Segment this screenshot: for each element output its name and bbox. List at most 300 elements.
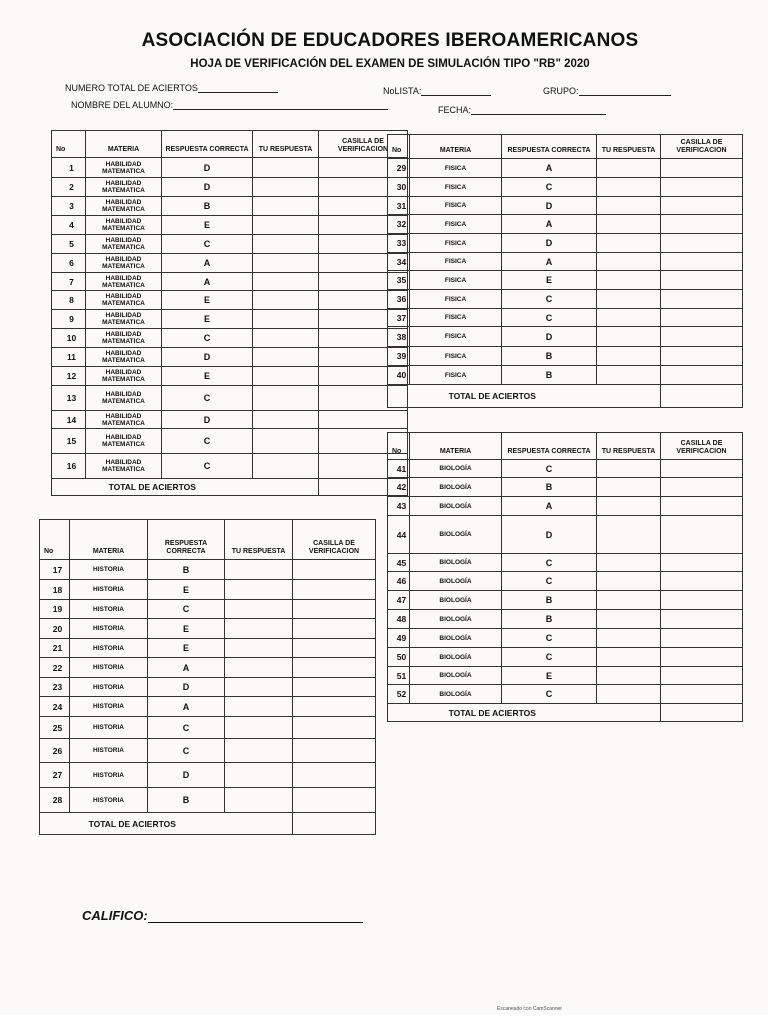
verification-cell[interactable] [661,610,743,629]
your-answer-cell[interactable] [225,658,293,678]
correct-answer: C [502,685,597,704]
correct-answer: A [148,658,225,678]
subject-cell: HABILIDAD MATEMATICA [86,429,162,454]
historia-table [39,519,376,835]
subject-cell: BIOLOGÍA [410,648,502,667]
correct-answer: D [502,197,597,215]
question-number: 48 [388,610,410,629]
verification-cell[interactable] [661,290,743,309]
subject-cell: HABILIDAD MATEMATICA [86,235,162,254]
fisica-table [387,134,743,408]
correct-answer: E [502,667,597,685]
question-row [388,591,743,610]
question-row [52,216,408,235]
your-answer-cell[interactable] [597,648,661,667]
question-number: 24 [40,697,70,717]
total-spacer [225,813,293,835]
question-row [40,639,376,658]
col-respuesta-header: RESPUESTA CORRECTA [162,131,253,158]
correct-answer: C [502,290,597,309]
verification-cell[interactable] [661,478,743,497]
total-spacer [253,479,319,496]
your-answer-cell[interactable] [225,697,293,717]
question-row [52,254,408,273]
col-casilla-header: CASILLA DE VERIFICACION [661,135,743,159]
question-row [388,178,743,197]
biologia-table [387,432,743,722]
your-answer-cell[interactable] [253,216,319,235]
question-row [388,497,743,516]
question-row [52,386,408,411]
question-number: 5 [52,235,86,254]
correct-answer: C [502,554,597,572]
question-number: 16 [52,454,86,479]
question-number: 50 [388,648,410,667]
verification-cell[interactable] [661,347,743,366]
question-number: 34 [388,253,410,271]
your-answer-cell[interactable] [253,386,319,411]
verification-cell[interactable] [293,788,376,813]
question-number: 42 [388,478,410,497]
question-row [40,580,376,600]
your-answer-cell[interactable] [225,580,293,600]
col-no-header: No [388,433,410,460]
header-row [52,131,408,158]
question-number: 12 [52,367,86,386]
question-number: 15 [52,429,86,454]
question-row [52,367,408,386]
question-row [388,685,743,704]
question-number: 32 [388,215,410,234]
your-answer-cell[interactable] [597,685,661,704]
subject-cell: HISTORIA [70,658,148,678]
verification-cell[interactable] [661,516,743,554]
correct-answer: D [502,327,597,347]
question-row [40,739,376,763]
your-answer-cell[interactable] [597,572,661,591]
califico-blank[interactable] [148,910,363,923]
alumno-field [71,100,388,110]
question-number: 51 [388,667,410,685]
your-answer-cell[interactable] [225,678,293,697]
question-number: 30 [388,178,410,197]
question-number: 29 [388,159,410,178]
col-no-header: No [52,131,86,158]
correct-answer: D [162,178,253,197]
correct-answer: C [162,235,253,254]
verification-cell[interactable] [661,159,743,178]
total-aciertos-label: NUMERO TOTAL DE ACIERTOS [65,83,198,93]
verification-cell[interactable] [293,619,376,639]
your-answer-cell[interactable] [253,254,319,273]
total-aciertos-label: TOTAL DE ACIERTOS [388,385,597,408]
subject-cell: HABILIDAD MATEMATICA [86,386,162,411]
your-answer-cell[interactable] [597,497,661,516]
question-row [52,235,408,254]
question-row [52,329,408,348]
question-row [40,717,376,739]
col-no-header: No [40,520,70,560]
question-row [40,763,376,788]
califico-label: CALIFICO: [82,908,148,923]
subject-cell: BIOLOGÍA [410,554,502,572]
question-row [388,572,743,591]
verification-cell[interactable] [293,600,376,619]
correct-answer: D [162,158,253,178]
nolista-blank[interactable] [421,86,491,96]
your-answer-cell[interactable] [597,516,661,554]
your-answer-cell[interactable] [597,159,661,178]
your-answer-cell[interactable] [253,310,319,329]
question-number: 31 [388,197,410,215]
subject-cell: HISTORIA [70,560,148,580]
question-number: 9 [52,310,86,329]
subject-cell: FISICA [410,253,502,271]
verification-cell[interactable] [661,197,743,215]
your-answer-cell[interactable] [597,460,661,478]
your-answer-cell[interactable] [597,478,661,497]
correct-answer: B [502,478,597,497]
correct-answer: C [502,648,597,667]
verification-cell[interactable] [661,178,743,197]
page-title: ASOCIACIÓN DE EDUCADORES IBEROAMERICANOS [141,30,639,51]
subject-cell: HABILIDAD MATEMATICA [86,178,162,197]
question-row [52,273,408,291]
your-answer-cell[interactable] [225,639,293,658]
subject-cell: HABILIDAD MATEMATICA [86,254,162,273]
correct-answer: B [502,366,597,385]
question-row [40,678,376,697]
subject-cell: HISTORIA [70,600,148,619]
subject-cell: HABILIDAD MATEMATICA [86,329,162,348]
verification-cell[interactable] [661,234,743,253]
col-tu-respuesta-header: TU RESPUESTA [225,520,293,560]
grupo-blank[interactable] [579,86,671,96]
correct-answer: E [162,291,253,310]
subject-cell: BIOLOGÍA [410,460,502,478]
correct-answer: C [148,739,225,763]
verification-cell[interactable] [661,271,743,290]
califico-field [82,908,363,923]
verification-cell[interactable] [661,215,743,234]
your-answer-cell[interactable] [225,717,293,739]
question-row [388,271,743,290]
correct-answer: A [502,159,597,178]
your-answer-cell[interactable] [253,429,319,454]
subject-cell: BIOLOGÍA [410,610,502,629]
correct-answer: A [148,697,225,717]
your-answer-cell[interactable] [597,215,661,234]
subject-cell: HISTORIA [70,788,148,813]
your-answer-cell[interactable] [225,788,293,813]
your-answer-cell[interactable] [253,178,319,197]
nolista-label: NoLISTA: [383,86,422,96]
your-answer-cell[interactable] [225,763,293,788]
your-answer-cell[interactable] [253,329,319,348]
correct-answer: D [148,678,225,697]
verification-cell[interactable] [661,309,743,327]
question-number: 39 [388,347,410,366]
subject-cell: FISICA [410,347,502,366]
verification-cell[interactable] [293,763,376,788]
question-number: 8 [52,291,86,310]
total-row [40,813,376,835]
question-number: 2 [52,178,86,197]
your-answer-cell[interactable] [253,348,319,367]
your-answer-cell[interactable] [253,158,319,178]
your-answer-cell[interactable] [597,197,661,215]
col-tu-respuesta-header: TU RESPUESTA [597,135,661,159]
your-answer-cell[interactable] [597,234,661,253]
your-answer-cell[interactable] [225,600,293,619]
subject-cell: HABILIDAD MATEMATICA [86,348,162,367]
correct-answer: A [502,215,597,234]
question-row [40,788,376,813]
subject-cell: HABILIDAD MATEMATICA [86,310,162,329]
verification-cell[interactable] [293,560,376,580]
total-aciertos-label: TOTAL DE ACIERTOS [388,704,597,722]
question-number: 49 [388,629,410,648]
your-answer-cell[interactable] [253,367,319,386]
col-materia-header: MATERIA [86,131,162,158]
subject-cell: FISICA [410,290,502,309]
question-row [40,600,376,619]
col-no-header: No [388,135,410,159]
col-tu-respuesta-header: TU RESPUESTA [597,433,661,460]
question-number: 14 [52,411,86,429]
question-number: 36 [388,290,410,309]
question-row [40,560,376,580]
verification-cell[interactable] [661,366,743,385]
subject-cell: FISICA [410,366,502,385]
scan-watermark: Escaneado con CamScanner [497,1006,563,1012]
question-row [388,648,743,667]
question-row [388,215,743,234]
question-row [52,197,408,216]
your-answer-cell[interactable] [253,411,319,429]
verification-cell[interactable] [293,697,376,717]
correct-answer: A [162,273,253,291]
total-spacer [597,385,661,408]
question-row [388,629,743,648]
your-answer-cell[interactable] [597,271,661,290]
correct-answer: E [162,216,253,235]
verification-cell[interactable] [661,685,743,704]
correct-answer: C [148,600,225,619]
col-casilla-header: CASILLA DE VERIFICACION [661,433,743,460]
header-row [388,433,743,460]
question-row [388,309,743,327]
question-number: 3 [52,197,86,216]
verification-cell[interactable] [661,648,743,667]
correct-answer: C [502,629,597,648]
verification-cell[interactable] [661,460,743,478]
subject-cell: HABILIDAD MATEMATICA [86,411,162,429]
header-row [388,135,743,159]
your-answer-cell[interactable] [597,366,661,385]
your-answer-cell[interactable] [597,591,661,610]
subject-cell: FISICA [410,309,502,327]
correct-answer: D [162,348,253,367]
question-number: 41 [388,460,410,478]
subject-cell: FISICA [410,327,502,347]
correct-answer: C [502,460,597,478]
correct-answer: A [502,497,597,516]
your-answer-cell[interactable] [225,739,293,763]
question-number: 27 [40,763,70,788]
subject-cell: FISICA [410,215,502,234]
question-number: 1 [52,158,86,178]
verification-cell[interactable] [661,554,743,572]
your-answer-cell[interactable] [225,560,293,580]
question-row [388,347,743,366]
total-aciertos-field [65,83,278,93]
question-number: 22 [40,658,70,678]
question-row [388,460,743,478]
question-number: 18 [40,580,70,600]
subject-cell: FISICA [410,197,502,215]
correct-answer: E [148,619,225,639]
question-number: 52 [388,685,410,704]
question-number: 28 [40,788,70,813]
total-row [388,704,743,722]
question-row [40,658,376,678]
correct-answer: E [162,310,253,329]
verification-cell[interactable] [661,327,743,347]
correct-answer: C [502,309,597,327]
verification-cell[interactable] [661,572,743,591]
col-materia-header: MATERIA [70,520,148,560]
your-answer-cell[interactable] [597,554,661,572]
subject-cell: HABILIDAD MATEMATICA [86,273,162,291]
question-number: 13 [52,386,86,411]
subject-cell: BIOLOGÍA [410,629,502,648]
question-number: 40 [388,366,410,385]
verification-cell[interactable] [319,411,408,429]
verification-cell[interactable] [661,629,743,648]
question-row [52,310,408,329]
total-row [388,385,743,408]
question-number: 25 [40,717,70,739]
verification-cell[interactable] [293,639,376,658]
question-number: 21 [40,639,70,658]
subject-cell: BIOLOGÍA [410,516,502,554]
question-number: 38 [388,327,410,347]
question-number: 47 [388,591,410,610]
subject-cell: BIOLOGÍA [410,497,502,516]
verification-cell[interactable] [293,678,376,697]
correct-answer: E [162,367,253,386]
alumno-blank[interactable] [173,100,388,110]
total-aciertos-box[interactable] [293,813,376,835]
correct-answer: C [162,386,253,411]
page-subtitle: HOJA DE VERIFICACIÓN DEL EXAMEN DE SIMULACIÓN TIPO "RB" 2020 [190,58,590,70]
total-aciertos-blank[interactable] [198,83,278,93]
your-answer-cell[interactable] [597,347,661,366]
correct-answer: C [148,717,225,739]
your-answer-cell[interactable] [253,291,319,310]
question-number: 43 [388,497,410,516]
question-number: 6 [52,254,86,273]
question-row [388,610,743,629]
verification-cell[interactable] [661,591,743,610]
subject-cell: HISTORIA [70,763,148,788]
question-number: 4 [52,216,86,235]
col-respuesta-header: RESPUESTA CORRECTA [148,520,225,560]
col-respuesta-header: RESPUESTA CORRECTA [502,135,597,159]
question-row [388,478,743,497]
question-number: 26 [40,739,70,763]
total-aciertos-box[interactable] [661,385,743,408]
verification-cell[interactable] [661,667,743,685]
your-answer-cell[interactable] [597,667,661,685]
correct-answer: B [502,610,597,629]
question-row [388,667,743,685]
correct-answer: B [162,197,253,216]
subject-cell: FISICA [410,159,502,178]
question-number: 44 [388,516,410,554]
correct-answer: B [502,591,597,610]
alumno-label: NOMBRE DEL ALUMNO: [71,100,174,110]
your-answer-cell[interactable] [253,273,319,291]
your-answer-cell[interactable] [597,610,661,629]
subject-cell: HABILIDAD MATEMATICA [86,158,162,178]
your-answer-cell[interactable] [225,619,293,639]
question-number: 10 [52,329,86,348]
verification-cell[interactable] [293,658,376,678]
correct-answer: B [148,788,225,813]
question-row [52,429,408,454]
question-number: 7 [52,273,86,291]
your-answer-cell[interactable] [597,290,661,309]
col-materia-header: MATERIA [410,433,502,460]
matematica-table [51,130,408,496]
col-casilla-header: CASILLA DE VERIFICACION [293,520,376,560]
fecha-blank[interactable] [471,105,606,115]
question-number: 33 [388,234,410,253]
verification-cell[interactable] [661,497,743,516]
correct-answer: D [502,516,597,554]
question-row [52,178,408,197]
verification-cell[interactable] [293,739,376,763]
your-answer-cell[interactable] [597,309,661,327]
header-row [40,520,376,560]
subject-cell: FISICA [410,271,502,290]
question-row [52,411,408,429]
question-row [388,159,743,178]
correct-answer: A [162,254,253,273]
your-answer-cell[interactable] [253,454,319,479]
total-row [52,479,408,496]
verification-cell[interactable] [293,717,376,739]
verification-cell[interactable] [661,253,743,271]
subject-cell: HISTORIA [70,739,148,763]
question-row [52,291,408,310]
subject-cell: HISTORIA [70,639,148,658]
your-answer-cell[interactable] [597,629,661,648]
your-answer-cell[interactable] [597,253,661,271]
verification-cell[interactable] [293,580,376,600]
subject-cell: BIOLOGÍA [410,667,502,685]
your-answer-cell[interactable] [253,235,319,254]
col-respuesta-header: RESPUESTA CORRECTA [502,433,597,460]
your-answer-cell[interactable] [253,197,319,216]
total-aciertos-box[interactable] [661,704,743,722]
question-row [40,697,376,717]
your-answer-cell[interactable] [597,178,661,197]
your-answer-cell[interactable] [597,327,661,347]
subject-cell: BIOLOGÍA [410,591,502,610]
